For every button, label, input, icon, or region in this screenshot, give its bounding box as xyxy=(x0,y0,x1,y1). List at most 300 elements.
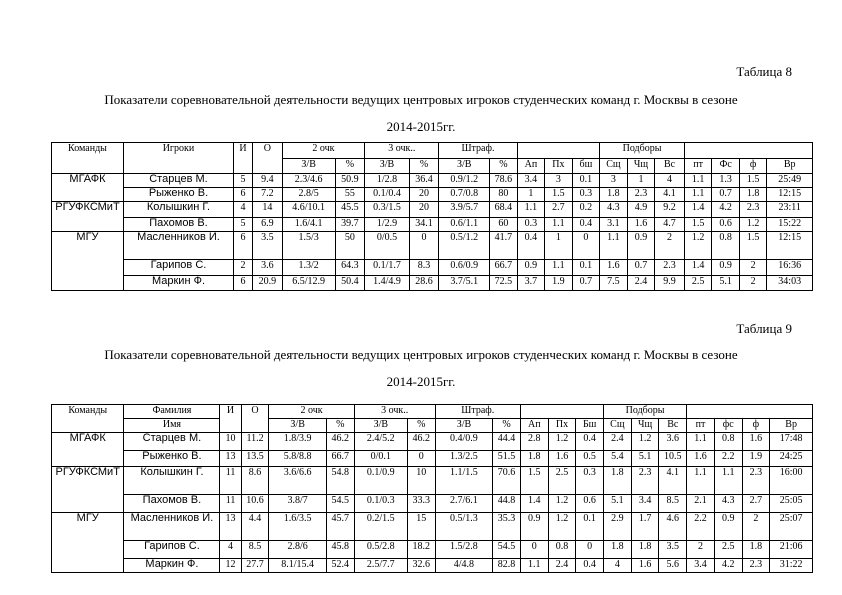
stat-cell: 1.5 xyxy=(739,232,767,260)
stat-cell: 50.9 xyxy=(335,174,365,188)
stat-cell: 6 xyxy=(234,188,253,202)
team-cell: МГАФК xyxy=(52,174,124,202)
stat-cell: 44.8 xyxy=(493,495,521,513)
subheader-cell: % xyxy=(326,419,354,433)
stat-cell: 8.5 xyxy=(241,541,269,559)
stat-cell: 78.6 xyxy=(490,174,518,188)
stat-cell: 0.8 xyxy=(548,541,576,559)
stat-cell: 1.6 xyxy=(627,218,655,232)
stat-cell: 2.3 xyxy=(742,467,770,495)
subheader-cell: % xyxy=(409,159,439,174)
stat-cell: 1.8 xyxy=(739,188,767,202)
stat-cell: 1.1 xyxy=(684,174,712,188)
stat-cell: 2.4/5.2 xyxy=(354,433,407,451)
stat-cell: 1.6 xyxy=(631,559,659,573)
stat-cell: 16:00 xyxy=(770,467,813,495)
stat-cell: 14 xyxy=(253,202,283,218)
header-games: И xyxy=(220,405,241,433)
header-three-point: 3 очк.. xyxy=(365,143,439,159)
stat-cell: 1.1 xyxy=(600,232,628,260)
stat-cell: 25:07 xyxy=(770,513,813,541)
subheader-cell: % xyxy=(493,419,521,433)
subheader-cell: Вр xyxy=(767,159,813,174)
stat-cell: 15 xyxy=(407,513,435,541)
subheader-cell: Бш xyxy=(576,419,604,433)
subheader-cell: Пх xyxy=(545,159,573,174)
stat-cell: 0.9 xyxy=(627,232,655,260)
subheader-cell: бш xyxy=(572,159,600,174)
header-empty-a xyxy=(517,143,600,159)
stat-cell: 1.8 xyxy=(604,467,632,495)
stat-cell: 3.9/5.7 xyxy=(439,202,490,218)
subheader-cell: % xyxy=(490,159,518,174)
table9 xyxy=(51,404,813,573)
stat-cell: 1.1 xyxy=(687,433,715,451)
stat-cell: 1.8 xyxy=(520,451,548,467)
table-row xyxy=(52,433,813,451)
stat-cell: 18.2 xyxy=(407,541,435,559)
stat-cell: 1 xyxy=(517,188,545,202)
stat-cell: 0.5/1.3 xyxy=(435,513,493,541)
stat-cell: 10 xyxy=(407,467,435,495)
stat-cell: 1.6/4.1 xyxy=(282,218,335,232)
table-row xyxy=(52,513,813,541)
header-rebounds: Подборы xyxy=(604,405,687,419)
subheader-cell: % xyxy=(335,159,365,174)
stat-cell: 2 xyxy=(742,513,770,541)
stat-cell: 0.1 xyxy=(572,174,600,188)
stat-cell: 20 xyxy=(409,202,439,218)
table-row xyxy=(52,451,813,467)
stat-cell: 9.2 xyxy=(655,202,685,218)
stat-cell: 15:22 xyxy=(767,218,813,232)
stat-cell: 64.3 xyxy=(335,260,365,276)
stat-cell: 3 xyxy=(545,174,573,188)
subheader-cell: З/В xyxy=(435,419,493,433)
subheader-cell: ф xyxy=(742,419,770,433)
stat-cell: 0 xyxy=(407,451,435,467)
stat-cell: 1.1 xyxy=(545,260,573,276)
stat-cell: 4.4 xyxy=(241,513,269,541)
stat-cell: 1.9 xyxy=(742,451,770,467)
stat-cell: 21:06 xyxy=(770,541,813,559)
stat-cell: 2.3 xyxy=(627,188,655,202)
stat-cell: 1.4 xyxy=(520,495,548,513)
stat-cell: 2.1 xyxy=(687,495,715,513)
table-row xyxy=(52,188,813,202)
stat-cell: 1.6 xyxy=(548,451,576,467)
stat-cell: 35.3 xyxy=(493,513,521,541)
table-row xyxy=(52,495,813,513)
table-row xyxy=(52,174,813,188)
header-two-point: 2 очк xyxy=(282,143,365,159)
stat-cell: 2.5 xyxy=(714,541,742,559)
stat-cell: 0.8 xyxy=(714,433,742,451)
stat-cell: 25:49 xyxy=(767,174,813,188)
stat-cell: 1.1 xyxy=(545,218,573,232)
stat-cell: 4 xyxy=(234,202,253,218)
stat-cell: 3 xyxy=(600,174,628,188)
stat-cell: 6 xyxy=(234,276,253,291)
stat-cell: 1.3 xyxy=(712,174,740,188)
stat-cell: 2 xyxy=(234,260,253,276)
stat-cell: 11 xyxy=(220,495,241,513)
subheader-cell: Ап xyxy=(520,419,548,433)
stat-cell: 82.8 xyxy=(493,559,521,573)
stat-cell: 1.2 xyxy=(684,232,712,260)
stat-cell: 4 xyxy=(604,559,632,573)
team-cell: МГУ xyxy=(52,513,124,573)
stat-cell: 17:48 xyxy=(770,433,813,451)
stat-cell: 8.5 xyxy=(659,495,687,513)
stat-cell: 0.9/1.2 xyxy=(439,174,490,188)
stat-cell: 72.5 xyxy=(490,276,518,291)
player-cell: Пахомов В. xyxy=(123,218,233,232)
stat-cell: 1.1 xyxy=(520,559,548,573)
stat-cell: 31:22 xyxy=(770,559,813,573)
table9-number: Таблица 9 xyxy=(736,321,792,336)
stat-cell: 25:05 xyxy=(770,495,813,513)
table8-caption-line2: 2014-2015гг. xyxy=(386,119,456,134)
subheader-cell: Сщ xyxy=(604,419,632,433)
table-row xyxy=(52,467,813,495)
stat-cell: 46.2 xyxy=(407,433,435,451)
table9-caption-line1: Показатели соревновательной деятельности ведущих центровых игроков студенческих команд г. Москвы в сезоне xyxy=(104,347,738,362)
stat-cell: 0.4/0.9 xyxy=(435,433,493,451)
subheader-cell: З/В xyxy=(354,419,407,433)
subheader-cell: З/В xyxy=(282,159,335,174)
team-cell: РГУФКСМиТ xyxy=(52,467,124,513)
stat-cell: 2.5/7.7 xyxy=(354,559,407,573)
stat-cell: 8.3 xyxy=(409,260,439,276)
stat-cell: 2 xyxy=(655,232,685,260)
stat-cell: 4.2 xyxy=(714,559,742,573)
stat-cell: 0.5 xyxy=(576,451,604,467)
stat-cell: 12 xyxy=(220,559,241,573)
stat-cell: 2.4 xyxy=(627,276,655,291)
table8 xyxy=(51,142,813,291)
stat-cell: 1.6 xyxy=(742,433,770,451)
stat-cell: 0/0.5 xyxy=(365,232,409,260)
stat-cell: 1.2 xyxy=(548,495,576,513)
stat-cell: 0.3/1.5 xyxy=(365,202,409,218)
stat-cell: 7.2 xyxy=(253,188,283,202)
subheader-cell: % xyxy=(407,419,435,433)
stat-cell: 1.1 xyxy=(714,467,742,495)
stat-cell: 1.8 xyxy=(631,541,659,559)
subheader-cell: Вр xyxy=(770,419,813,433)
stat-cell: 32.6 xyxy=(407,559,435,573)
stat-cell: 0.8 xyxy=(712,232,740,260)
stat-cell: 0.6 xyxy=(712,218,740,232)
table8-number: Таблица 8 xyxy=(736,64,792,79)
stat-cell: 8.1/15.4 xyxy=(269,559,327,573)
stat-cell: 2 xyxy=(739,276,767,291)
stat-cell: 2.3/4.6 xyxy=(282,174,335,188)
stat-cell: 16:36 xyxy=(767,260,813,276)
stat-cell: 1.2 xyxy=(739,218,767,232)
stat-cell: 3.7/5.1 xyxy=(439,276,490,291)
stat-cell: 2.3 xyxy=(631,467,659,495)
stat-cell: 2.5 xyxy=(548,467,576,495)
stat-cell: 4 xyxy=(655,174,685,188)
stat-cell: 8.6 xyxy=(241,467,269,495)
stat-cell: 46.2 xyxy=(326,433,354,451)
stat-cell: 3.4 xyxy=(517,174,545,188)
stat-cell: 0.1/0.4 xyxy=(365,188,409,202)
player-cell: Старцев М. xyxy=(123,174,233,188)
stat-cell: 1.5/3 xyxy=(282,232,335,260)
subheader-cell: З/В xyxy=(365,159,409,174)
stat-cell: 5.4 xyxy=(604,451,632,467)
stat-cell: 4.2 xyxy=(712,202,740,218)
stat-cell: 1.6 xyxy=(687,451,715,467)
stat-cell: 0.1/0.9 xyxy=(354,467,407,495)
stat-cell: 9.4 xyxy=(253,174,283,188)
stat-cell: 4.3 xyxy=(600,202,628,218)
stat-cell: 68.4 xyxy=(490,202,518,218)
table-row xyxy=(52,559,813,573)
stat-cell: 4.3 xyxy=(714,495,742,513)
stat-cell: 50.4 xyxy=(335,276,365,291)
stat-cell: 1.1 xyxy=(684,188,712,202)
stat-cell: 2.8/6 xyxy=(269,541,327,559)
stat-cell: 34:03 xyxy=(767,276,813,291)
stat-cell: 4 xyxy=(220,541,241,559)
stat-cell: 10.6 xyxy=(241,495,269,513)
stat-cell: 0.1 xyxy=(572,260,600,276)
stat-cell: 0.1 xyxy=(576,513,604,541)
stat-cell: 12:15 xyxy=(767,232,813,260)
stat-cell: 6 xyxy=(234,232,253,260)
stat-cell: 4.1 xyxy=(659,467,687,495)
stat-cell: 1.1 xyxy=(517,202,545,218)
header-teams: Команды xyxy=(52,143,124,174)
stat-cell: 9.9 xyxy=(655,276,685,291)
stat-cell: 13 xyxy=(220,513,241,541)
stat-cell: 13.5 xyxy=(241,451,269,467)
header-players: Игроки xyxy=(123,143,233,174)
stat-cell: 1.5/2.8 xyxy=(435,541,493,559)
subheader-cell: Вс xyxy=(655,159,685,174)
stat-cell: 2.7/6.1 xyxy=(435,495,493,513)
stat-cell: 3.1 xyxy=(600,218,628,232)
subheader-cell: ф xyxy=(739,159,767,174)
stat-cell: 0.7 xyxy=(712,188,740,202)
stat-cell: 5 xyxy=(234,218,253,232)
header-empty-b xyxy=(684,143,812,159)
stat-cell: 1.4 xyxy=(684,260,712,276)
stat-cell: 54.5 xyxy=(326,495,354,513)
stat-cell: 1.3/2.5 xyxy=(435,451,493,467)
stat-cell: 2.4 xyxy=(548,559,576,573)
stat-cell: 66.7 xyxy=(326,451,354,467)
header-surname: Фамилия xyxy=(124,405,220,419)
stat-cell: 3.4 xyxy=(687,559,715,573)
stat-cell: 2.7 xyxy=(545,202,573,218)
stat-cell: 2.7 xyxy=(742,495,770,513)
stat-cell: 52.4 xyxy=(326,559,354,573)
stat-cell: 0 xyxy=(572,232,600,260)
stat-cell: 60 xyxy=(490,218,518,232)
player-cell: Гарипов С. xyxy=(124,541,220,559)
stat-cell: 20 xyxy=(409,188,439,202)
stat-cell: 10.5 xyxy=(659,451,687,467)
stat-cell: 1.3/2 xyxy=(282,260,335,276)
stat-cell: 2.3 xyxy=(655,260,685,276)
subheader-cell: пт xyxy=(687,419,715,433)
stat-cell: 2.5 xyxy=(684,276,712,291)
stat-cell: 1.9 xyxy=(545,276,573,291)
header-rebounds: Подборы xyxy=(600,143,685,159)
header-free-throw: Штраф. xyxy=(435,405,520,419)
stat-cell: 44.4 xyxy=(493,433,521,451)
stat-cell: 5.8/8.8 xyxy=(269,451,327,467)
stat-cell: 51.5 xyxy=(493,451,521,467)
stat-cell: 50 xyxy=(335,232,365,260)
stat-cell: 2.9 xyxy=(604,513,632,541)
stat-cell: 2.2 xyxy=(714,451,742,467)
subheader-cell: Чщ xyxy=(631,419,659,433)
stat-cell: 0.2/1.5 xyxy=(354,513,407,541)
stat-cell: 1.6/3.5 xyxy=(269,513,327,541)
player-cell: Масленников И. xyxy=(123,232,233,260)
stat-cell: 39.7 xyxy=(335,218,365,232)
stat-cell: 1.4/4.9 xyxy=(365,276,409,291)
header-empty-a xyxy=(520,405,603,419)
stat-cell: 1.8 xyxy=(600,188,628,202)
stat-cell: 0.1/1.7 xyxy=(365,260,409,276)
stat-cell: 0.3 xyxy=(517,218,545,232)
stat-cell: 1.5 xyxy=(684,218,712,232)
subheader-cell: З/В xyxy=(439,159,490,174)
stat-cell: 3.5 xyxy=(659,541,687,559)
stat-cell: 0.7/0.8 xyxy=(439,188,490,202)
stat-cell: 5 xyxy=(234,174,253,188)
table-row xyxy=(52,202,813,218)
stat-cell: 3.4 xyxy=(631,495,659,513)
table-row xyxy=(52,541,813,559)
stat-cell: 2.3 xyxy=(742,559,770,573)
stat-cell: 13 xyxy=(220,451,241,467)
stat-cell: 36.4 xyxy=(409,174,439,188)
stat-cell: 0.9 xyxy=(714,513,742,541)
stat-cell: 4.6 xyxy=(659,513,687,541)
stat-cell: 6.9 xyxy=(253,218,283,232)
player-cell: Колышкин Г. xyxy=(123,202,233,218)
stat-cell: 3.7 xyxy=(517,276,545,291)
stat-cell: 1.5 xyxy=(545,188,573,202)
table-row xyxy=(52,260,813,276)
player-cell: Гарипов С. xyxy=(123,260,233,276)
stat-cell: 0.3 xyxy=(576,467,604,495)
player-cell: Маркин Ф. xyxy=(124,559,220,573)
header-teams: Команды xyxy=(52,405,124,433)
stat-cell: 6.5/12.9 xyxy=(282,276,335,291)
stat-cell: 0.9 xyxy=(520,513,548,541)
stat-cell: 1/2.8 xyxy=(365,174,409,188)
stat-cell: 0.4 xyxy=(576,559,604,573)
stat-cell: 2.3 xyxy=(739,202,767,218)
stat-cell: 55 xyxy=(335,188,365,202)
team-cell: РГУФКСМиТ xyxy=(52,202,124,232)
header-games: И xyxy=(234,143,253,174)
header-points: О xyxy=(253,143,283,174)
stat-cell: 4.6/10.1 xyxy=(282,202,335,218)
table-row xyxy=(52,218,813,232)
team-cell: МГУ xyxy=(52,232,124,291)
subheader-cell: Сщ xyxy=(600,159,628,174)
stat-cell: 54.8 xyxy=(326,467,354,495)
player-cell: Масленников И. xyxy=(124,513,220,541)
stat-cell: 10 xyxy=(220,433,241,451)
stat-cell: 41.7 xyxy=(490,232,518,260)
player-cell: Старцев М. xyxy=(124,433,220,451)
stat-cell: 2.8 xyxy=(520,433,548,451)
stat-cell: 0.3 xyxy=(572,188,600,202)
stat-cell: 45.7 xyxy=(326,513,354,541)
stat-cell: 45.5 xyxy=(335,202,365,218)
stat-cell: 66.7 xyxy=(490,260,518,276)
stat-cell: 0.5/1.2 xyxy=(439,232,490,260)
stat-cell: 5.6 xyxy=(659,559,687,573)
stat-cell: 4/4.8 xyxy=(435,559,493,573)
table9-caption-line2: 2014-2015гг. xyxy=(386,374,456,389)
stat-cell: 5.1 xyxy=(604,495,632,513)
stat-cell: 2.2 xyxy=(687,513,715,541)
header-name: Имя xyxy=(124,419,220,433)
stat-cell: 0.7 xyxy=(627,260,655,276)
stat-cell: 3.8/7 xyxy=(269,495,327,513)
stat-cell: 1.8 xyxy=(742,541,770,559)
stat-cell: 0.4 xyxy=(517,232,545,260)
stat-cell: 1.7 xyxy=(631,513,659,541)
stat-cell: 1.2 xyxy=(548,433,576,451)
stat-cell: 3.6/6.6 xyxy=(269,467,327,495)
stat-cell: 2 xyxy=(687,541,715,559)
subheader-cell: Чщ xyxy=(627,159,655,174)
stat-cell: 1.5 xyxy=(520,467,548,495)
stat-cell: 1.2 xyxy=(631,433,659,451)
player-cell: Пахомов В. xyxy=(124,495,220,513)
stat-cell: 4.1 xyxy=(655,188,685,202)
stat-cell: 1.2 xyxy=(548,513,576,541)
stat-cell: 2.8/5 xyxy=(282,188,335,202)
header-free-throw: Штраф. xyxy=(439,143,517,159)
subheader-cell: Ап xyxy=(517,159,545,174)
player-cell: Рыженко В. xyxy=(123,188,233,202)
stat-cell: 11 xyxy=(220,467,241,495)
stat-cell: 0 xyxy=(576,541,604,559)
header-three-point: 3 очк.. xyxy=(354,405,435,419)
stat-cell: 3.6 xyxy=(659,433,687,451)
stat-cell: 0 xyxy=(409,232,439,260)
stat-cell: 45.8 xyxy=(326,541,354,559)
stat-cell: 0.4 xyxy=(576,433,604,451)
stat-cell: 28.6 xyxy=(409,276,439,291)
subheader-cell: фс xyxy=(714,419,742,433)
stat-cell: 0.1/0.3 xyxy=(354,495,407,513)
header-two-point: 2 очк xyxy=(269,405,354,419)
stat-cell: 1.5 xyxy=(739,174,767,188)
header-empty-b xyxy=(687,405,813,419)
stat-cell: 12:15 xyxy=(767,188,813,202)
stat-cell: 34.1 xyxy=(409,218,439,232)
subheader-cell: Пх xyxy=(548,419,576,433)
table-row xyxy=(52,276,813,291)
stat-cell: 5.1 xyxy=(712,276,740,291)
stat-cell: 0.9 xyxy=(517,260,545,276)
